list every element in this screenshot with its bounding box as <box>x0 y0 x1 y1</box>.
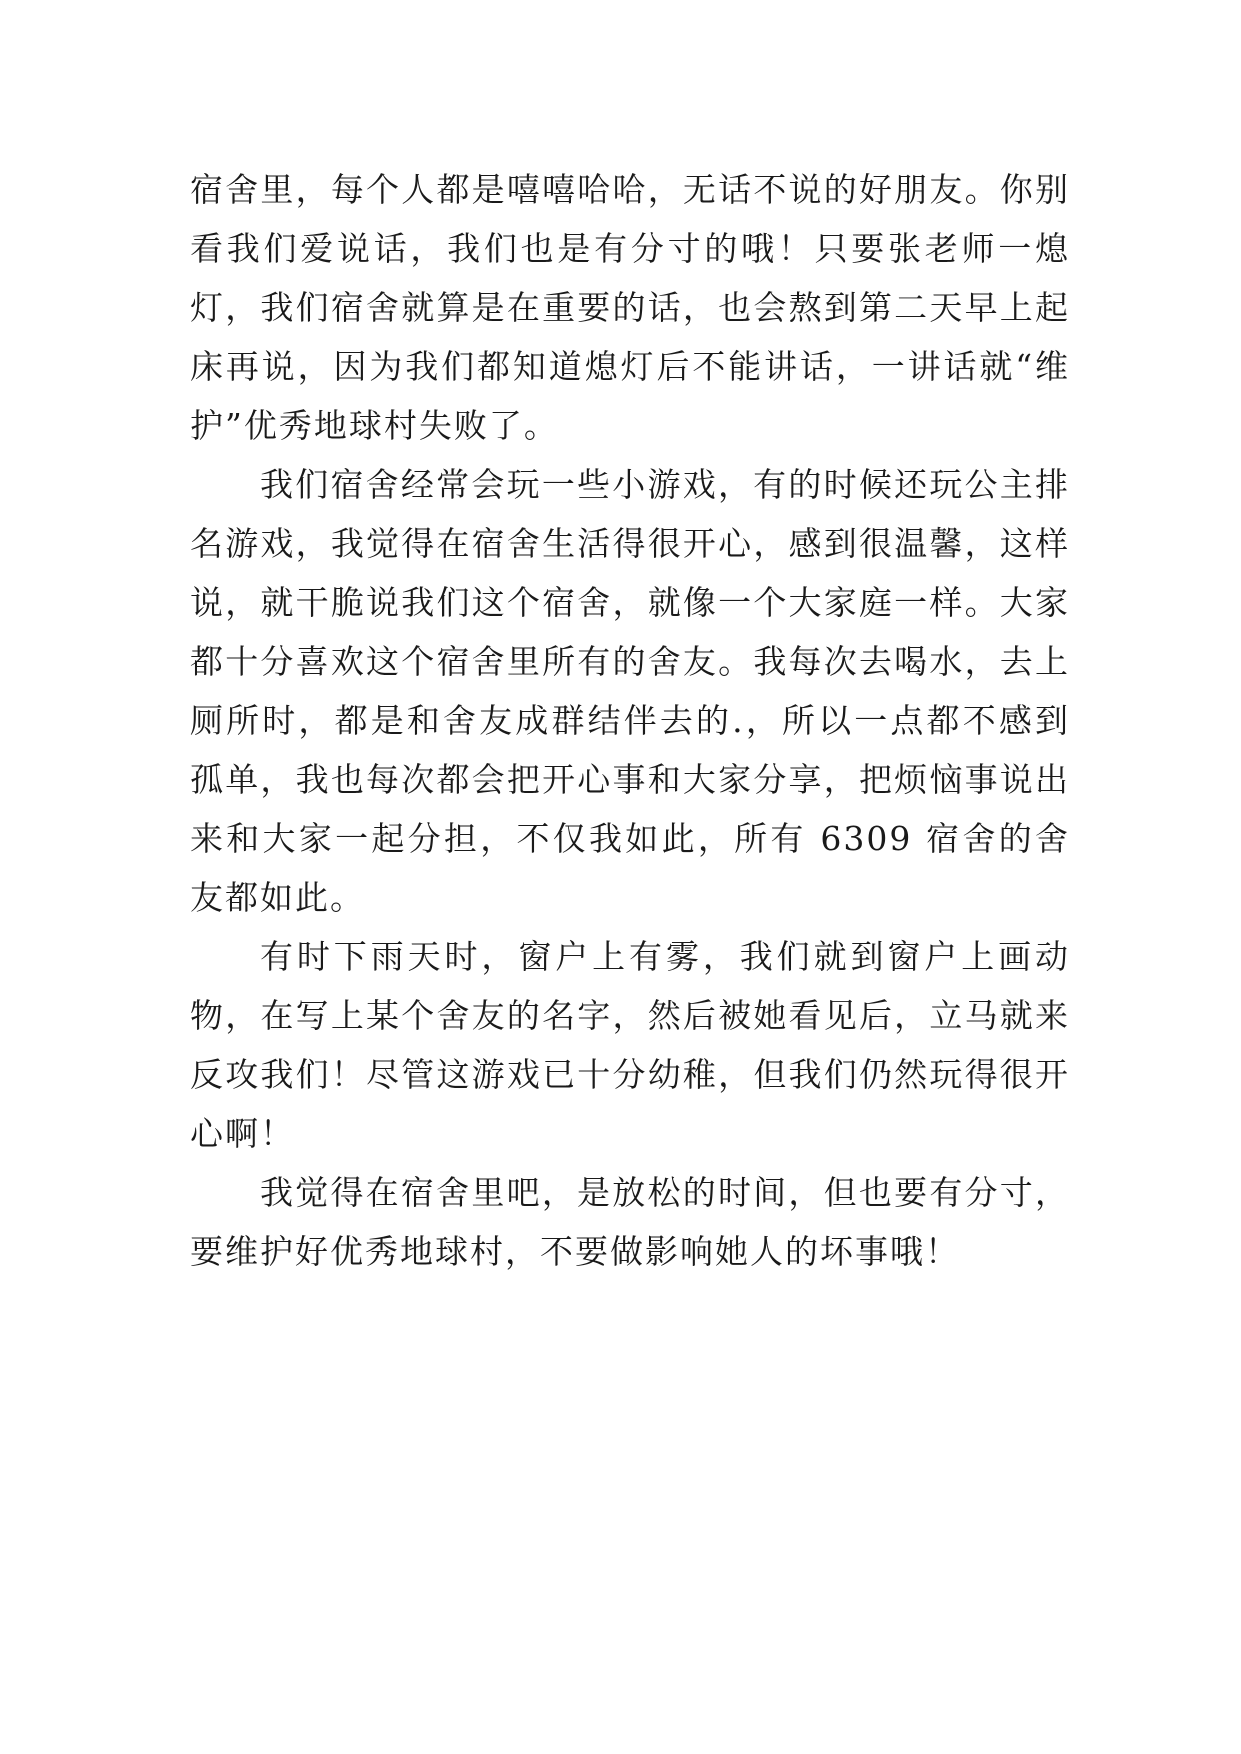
paragraph-dormitory-games: 我们宿舍经常会玩一些小游戏，有的时候还玩公主排名游戏，我觉得在宿舍生活得很开心，感到很温馨，这样说，就干脆说我们这个宿舍，就像一个大家庭一样。大家都十分喜欢这个宿舍里所有的舍友。我每次去喝水，去上厕所时，都是和舍友成群结伴去的.，所以一点都不感到孤单，我也每次都会把开心事和大家分享，把烦恼事说出来和大家一起分担，不仅我如此，所有 6309 宿舍的舍友都如此。 <box>190 465 1070 917</box>
paragraph-dormitory-friends: 宿舍里，每个人都是嘻嘻哈哈，无话不说的好朋友。你别看我们爱说话，我们也是有分寸的哦！只要张老师一熄灯，我们宿舍就算是在重要的话，也会熬到第二天早上起床再说，因为我们都知道熄灯后不能讲话，一讲话就“维护”优秀地球村失败了。 <box>190 170 1070 445</box>
paragraph-rainy-day: 有时下雨天时，窗户上有雾，我们就到窗户上画动物，在写上某个舍友的名字，然后被她看见后，立马就来反攻我们！尽管这游戏已十分幼稚，但我们仍然玩得很开心啊！ <box>190 937 1070 1153</box>
paragraph-conclusion: 我觉得在宿舍里吧，是放松的时间，但也要有分寸，要维护好优秀地球村，不要做影响她人的坏事哦！ <box>190 1173 1070 1271</box>
document-body <box>190 160 1070 1281</box>
